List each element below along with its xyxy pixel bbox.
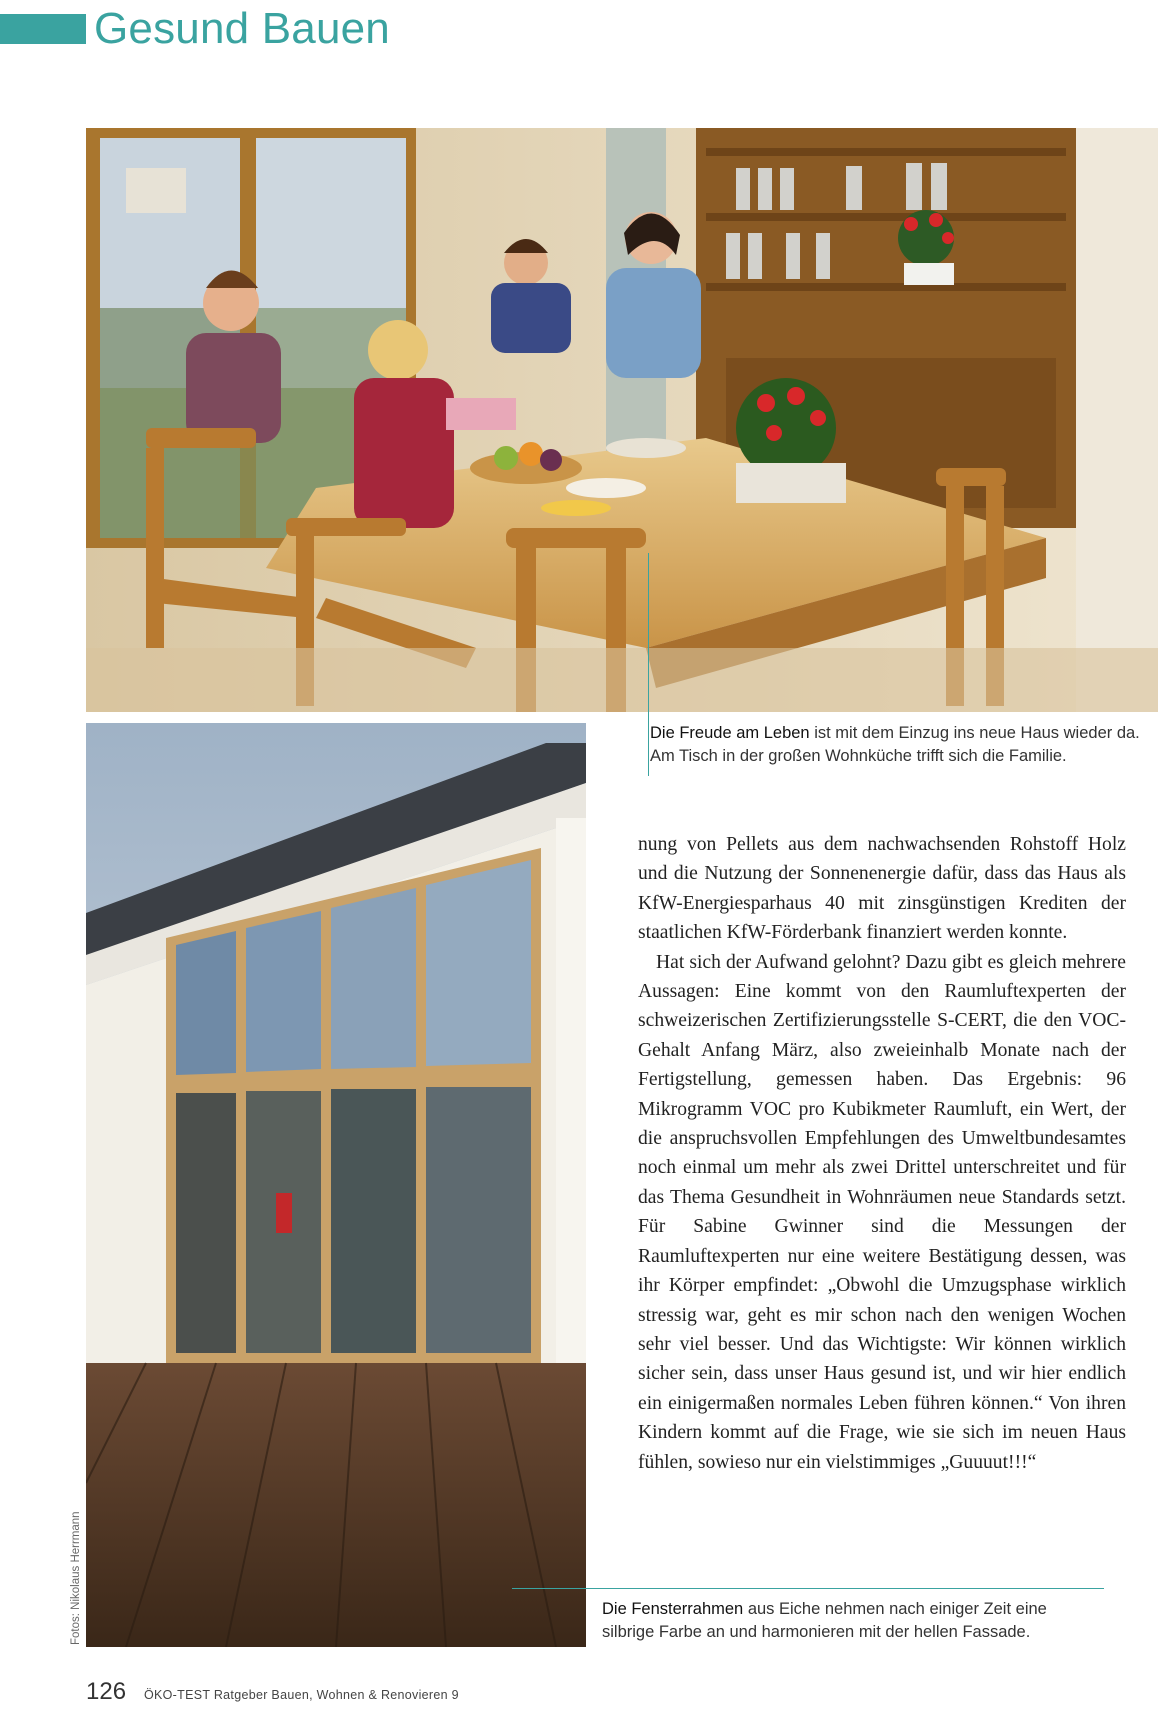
caption-top-rule [648, 553, 649, 776]
photo-family-dining-illustration [86, 128, 1158, 712]
caption-bottom-text: aus Eiche nehmen nach einiger Zeit eine silbrige Farbe an und harmonieren mit der hellen Fassade. [602, 1600, 1047, 1641]
caption-facade-windows [602, 1598, 1102, 1644]
caption-bottom-lead: Die Fensterrahmen [602, 1600, 744, 1618]
photo-credit: Fotos: Nikolaus Herrmann [70, 1511, 82, 1645]
article-paragraph: nung von Pellets aus dem nachwachsenden Rohstoff Holz und die Nutzung der Sonnenenergie dafür, dass das Haus als KfW-Energiesparhaus 40 mit zinsgünstigen Krediten der staatlichen KfW-Förderbank finanziert werden konnte. [638, 834, 1126, 944]
article-body [638, 830, 1126, 1477]
section-color-bar [0, 14, 86, 44]
photo-facade-windows [86, 723, 586, 1647]
article-paragraph: Hat sich der Aufwand gelohnt? Dazu gibt es gleich mehrere Aussagen: Eine kommt von den Raumluftexperten der schweizerischen Zertifizierungsstelle S-CERT, die den VOC-Gehalt Anfang März, also zweieinhalb Monate nach der Fertigstellung, gemessen haben. Das Ergebnis: 96 Mikrogramm VOC pro Kubikmeter Raumluft, ein Wert, der die anspruchsvollen Empfehlungen des Umweltbundesamtes noch einmal um mehr als zwei Drittel unterschreitet und für das Thema Gesundheit in Wohnräumen neue Standards setzt. Für Sabine Gwinner sind die Messungen der Raumluftexperten nur eine weitere Bestätigung dessen, was ihr Körper empfindet: „Obwohl die Umzugsphase wirklich stressig war, geht es mir schon nach den wenigen Wochen sehr viel besser. Und das Wichtigste: Wir können wirklich sicher sein, dass unser Haus gesund ist, und wir hier endlich ein einigermaßen normales Leben führen können.“ Von ihren Kindern kommt auf die Frage, wie sie sich im neuen Haus fühlen, sowieso nur ein vielstimmiges „Guuuut!!!“ [638, 951, 1126, 1473]
photo-facade-illustration [86, 723, 586, 1647]
caption-family-dining [650, 722, 1150, 768]
caption-top-text: ist mit dem Einzug ins neue Haus wieder da. Am Tisch in der großen Wohnküche trifft sich die Familie. [650, 724, 1140, 765]
section-title: Gesund Bauen [94, 4, 390, 53]
photo-family-dining [86, 128, 1158, 712]
page-number: 126 [86, 1678, 127, 1705]
caption-top-lead: Die Freude am Leben [650, 724, 810, 742]
caption-bottom-rule [512, 1588, 1104, 1589]
publication-title: ÖKO-TEST Ratgeber Bauen, Wohnen & Renovieren 9 [144, 1688, 459, 1702]
